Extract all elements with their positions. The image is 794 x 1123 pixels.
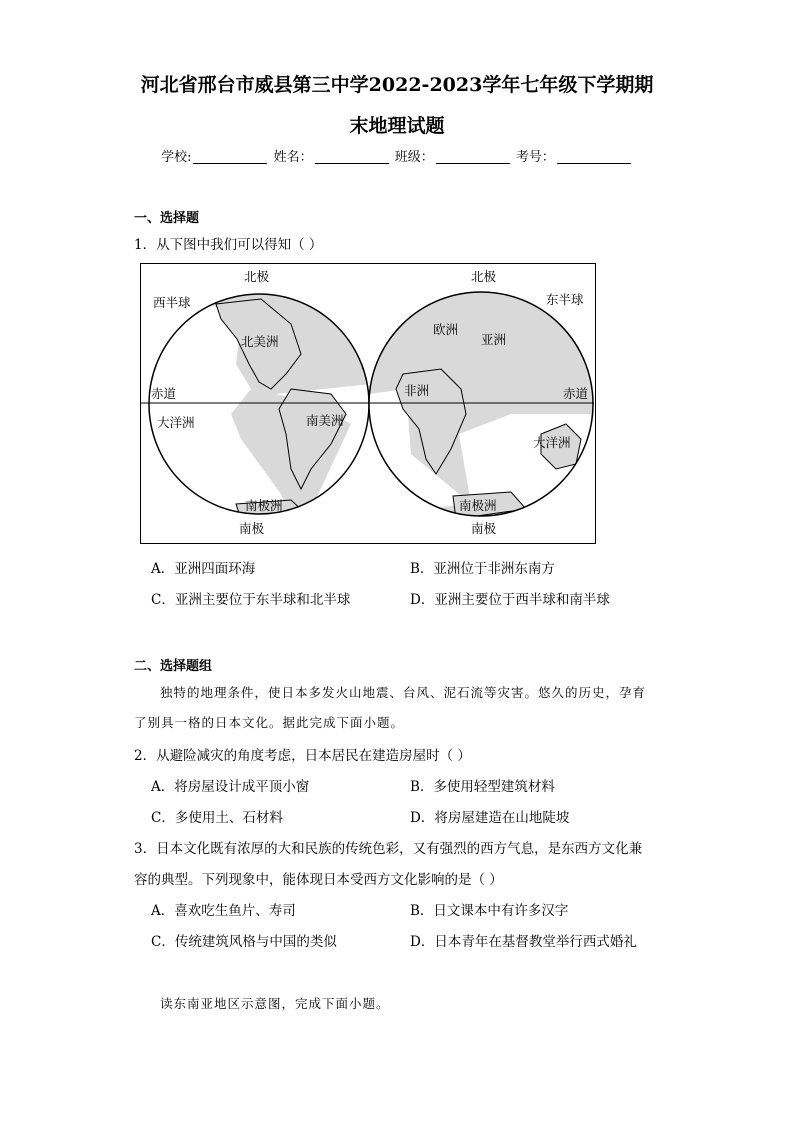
q3-option-a[interactable]: A．喜欢吃生鱼片、寿司	[151, 903, 296, 919]
page-title-line1: 河北省邢台市威县第三中学2022-2023学年七年级下学期期	[140, 74, 654, 96]
label-west-south-pole: 南极	[239, 521, 265, 536]
label-east-oceania: 大洋洲	[533, 435, 571, 450]
label-east-north-pole: 北极	[471, 269, 497, 284]
q1-option-c[interactable]: C．亚洲主要位于东半球和北半球	[151, 592, 351, 608]
q2-option-b[interactable]: B．多使用轻型建筑材料	[410, 779, 555, 795]
page-title-line2: 末地理试题	[349, 115, 445, 137]
label-west-equator: 赤道	[151, 386, 177, 401]
q3-option-b[interactable]: B．日文课本中有许多汉字	[410, 903, 569, 919]
japan-intro-line2: 了别具一格的日本文化。据此完成下面小题。	[134, 715, 405, 730]
label-east-hemisphere: 东半球	[546, 292, 584, 307]
section-heading-choice: 一、选择题	[134, 211, 200, 226]
q1-option-d[interactable]: D．亚洲主要位于西半球和南半球	[410, 592, 610, 608]
hemispheres-svg	[141, 264, 594, 542]
q2-option-d[interactable]: D．将房屋建造在山地陡坡	[410, 810, 570, 826]
label-west-oceania: 大洋洲	[157, 415, 195, 430]
name-blank[interactable]	[315, 149, 389, 164]
q1-option-a[interactable]: A．亚洲四面环海	[151, 561, 256, 577]
section-heading-group: 二、选择题组	[134, 659, 213, 674]
question-2-stem: 2．从避险减灾的角度考虑，日本居民在建造房屋时（ ）	[134, 748, 471, 764]
school-label: 学校:	[161, 150, 192, 165]
school-blank[interactable]	[193, 149, 267, 164]
q3-option-d[interactable]: D．日本青年在基督教堂举行西式婚礼	[410, 934, 637, 950]
label-east-antarctica: 南极洲	[459, 498, 497, 513]
q2-option-c[interactable]: C．多使用土、石材料	[151, 810, 283, 826]
student-info-row	[0, 146, 794, 165]
class-blank[interactable]	[436, 149, 510, 164]
label-east-equator: 赤道	[563, 386, 589, 401]
label-south-america: 南美洲	[306, 413, 344, 428]
japan-intro-line1: 独特的地理条件，使日本多发火山地震、台风、泥石流等灾害。悠久的历史，孕育	[160, 685, 647, 700]
label-east-south-pole: 南极	[471, 521, 497, 536]
exam-number-blank[interactable]	[557, 149, 631, 164]
name-label: 姓名：	[273, 150, 313, 165]
class-label: 班级：	[394, 150, 434, 165]
world-hemispheres-map	[140, 263, 596, 544]
question-3-stem-line1: 3．日本文化既有浓厚的大和民族的传统色彩，又有强烈的西方气息，是东西方文化兼	[134, 841, 643, 857]
label-west-antarctica: 南极洲	[245, 498, 283, 513]
label-north-america: 北美洲	[241, 334, 279, 349]
question-1-stem: 1．从下图中我们可以得知（ ）	[134, 237, 323, 253]
label-west-hemisphere: 西半球	[153, 295, 191, 310]
label-asia: 亚洲	[481, 332, 507, 347]
q3-option-c[interactable]: C．传统建筑风格与中国的类似	[151, 934, 337, 950]
label-west-north-pole: 北极	[244, 269, 270, 284]
q2-option-a[interactable]: A．将房屋设计成平顶小窗	[151, 779, 310, 795]
q1-option-b[interactable]: B．亚洲位于非洲东南方	[410, 561, 555, 577]
southeast-asia-intro: 读东南亚地区示意图，完成下面小题。	[160, 996, 390, 1011]
question-3-stem-line2: 容的典型。下列现象中，能体现日本受西方文化影响的是（ ）	[134, 872, 503, 888]
exam-number-label: 考号：	[515, 150, 555, 165]
label-africa: 非洲	[404, 383, 430, 398]
label-europe: 欧洲	[433, 322, 459, 337]
